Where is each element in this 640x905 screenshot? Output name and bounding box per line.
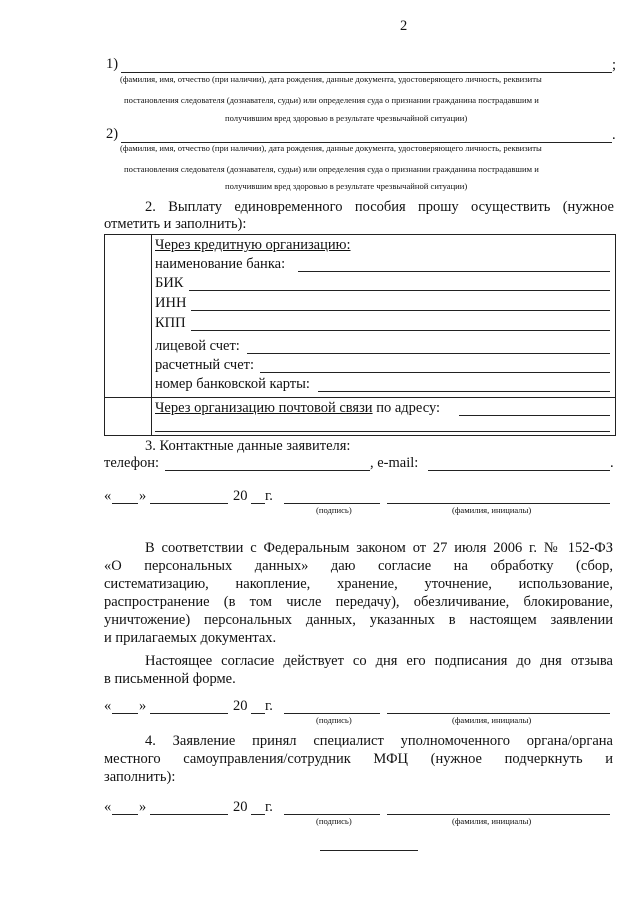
date-year-field-3[interactable] bbox=[251, 814, 265, 815]
signature-field-1[interactable] bbox=[284, 503, 380, 504]
date-quote-close-1: » bbox=[139, 488, 147, 504]
date-year-1: 20 bbox=[233, 488, 248, 504]
applicant-1-caption-2: постановления следователя (дознавателя, судьи) или определения суда о признании гражданина пострадавшим и bbox=[124, 95, 539, 105]
date-year-3: 20 bbox=[233, 799, 248, 815]
inn-field[interactable] bbox=[191, 310, 610, 311]
date-quote-open-2: « bbox=[104, 698, 112, 714]
section-3-end: . bbox=[610, 455, 614, 471]
signature-field-2[interactable] bbox=[284, 713, 380, 714]
applicant-1-number: 1) bbox=[106, 56, 119, 72]
section-4-line-3: заполнить): bbox=[104, 769, 176, 785]
date-month-field-3[interactable] bbox=[150, 814, 228, 815]
applicant-1-field[interactable] bbox=[121, 72, 612, 73]
kpp-field[interactable] bbox=[191, 330, 610, 331]
bank-option-title: Через кредитную организацию: bbox=[155, 237, 351, 253]
date-year-field-2[interactable] bbox=[251, 713, 265, 714]
sign-caption-2: (подпись) bbox=[316, 715, 352, 725]
settlement-account-label: расчетный счет: bbox=[155, 357, 255, 373]
bik-label: БИК bbox=[155, 275, 184, 291]
kpp-label: КПП bbox=[155, 315, 186, 331]
name-caption-2: (фамилия, инициалы) bbox=[452, 715, 532, 725]
date-year-suffix-2: г. bbox=[265, 698, 273, 714]
post-address-field[interactable] bbox=[459, 415, 610, 416]
card-number-field[interactable] bbox=[318, 391, 610, 392]
closing-separator bbox=[320, 850, 418, 851]
bank-option-checkbox[interactable] bbox=[105, 235, 150, 396]
validity-line-2: в письменной форме. bbox=[104, 671, 236, 687]
consent-line-2: «О персональных данных» даю согласие на обработку (сбор, bbox=[104, 558, 613, 574]
card-number-label: номер банковской карты: bbox=[155, 376, 310, 392]
date-quote-close-2: » bbox=[139, 698, 147, 714]
date-year-suffix-1: г. bbox=[265, 488, 273, 504]
applicant-1-end: ; bbox=[612, 57, 617, 73]
post-address-field-2[interactable] bbox=[155, 431, 610, 432]
name-field-2[interactable] bbox=[387, 713, 610, 714]
section-2-line-2: отметить и заполнить): bbox=[104, 216, 247, 232]
date-month-field-2[interactable] bbox=[150, 713, 228, 714]
date-quote-close-3: » bbox=[139, 799, 147, 815]
section-3-title: 3. Контактные данные заявителя: bbox=[145, 438, 351, 454]
email-label: , e-mail: bbox=[370, 455, 419, 471]
date-year-suffix-3: г. bbox=[265, 799, 273, 815]
phone-label: телефон: bbox=[104, 455, 160, 471]
applicant-2-end: . bbox=[612, 127, 616, 143]
applicant-2-caption-3: получившим вред здоровью в результате чрезвычайной ситуации) bbox=[225, 181, 468, 191]
page-number: 2 bbox=[400, 18, 408, 34]
section-2-line-1: 2. Выплату единовременного пособия прошу осуществить (нужное bbox=[145, 199, 614, 215]
name-caption-1: (фамилия, инициалы) bbox=[452, 505, 532, 515]
applicant-2-number: 2) bbox=[106, 126, 119, 142]
consent-line-4: распространение (в том числе передачу), обезличивание, блокирование, bbox=[104, 594, 613, 610]
date-quote-open-1: « bbox=[104, 488, 112, 504]
bik-field[interactable] bbox=[189, 290, 610, 291]
date-year-field-1[interactable] bbox=[251, 503, 265, 504]
applicant-2-caption-1: (фамилия, имя, отчество (при наличии), дата рождения, данные документа, удостоверяющего личность, реквизиты bbox=[120, 143, 542, 153]
section-4-line-2: местного самоуправления/сотрудник МФЦ (нужное подчеркнуть и bbox=[104, 751, 613, 767]
personal-account-field[interactable] bbox=[247, 353, 610, 354]
applicant-1-caption-3: получившим вред здоровью в результате чрезвычайной ситуации) bbox=[225, 113, 468, 123]
consent-line-6: и прилагаемых документах. bbox=[104, 630, 277, 646]
post-option-title: Через организацию почтовой связи по адресу: bbox=[155, 400, 441, 416]
date-day-field-3[interactable] bbox=[112, 814, 138, 815]
phone-field[interactable] bbox=[165, 470, 370, 471]
applicant-1-caption-1: (фамилия, имя, отчество (при наличии), дата рождения, данные документа, удостоверяющего личность, реквизиты bbox=[120, 74, 542, 84]
email-field[interactable] bbox=[428, 470, 610, 471]
settlement-account-field[interactable] bbox=[260, 372, 610, 373]
validity-line-1: Настоящее согласие действует со дня его подписания до дня отзыва bbox=[145, 653, 613, 669]
section-4-line-1: 4. Заявление принял специалист уполномоченного органа/органа bbox=[145, 733, 613, 749]
consent-line-3: систематизацию, накопление, хранение, уточнение, использование, bbox=[104, 576, 613, 592]
applicant-2-caption-2: постановления следователя (дознавателя, судьи) или определения суда о признании гражданина пострадавшим и bbox=[124, 164, 539, 174]
personal-account-label: лицевой счет: bbox=[155, 338, 240, 354]
name-field-3[interactable] bbox=[387, 814, 610, 815]
inn-label: ИНН bbox=[155, 295, 187, 311]
date-day-field-1[interactable] bbox=[112, 503, 138, 504]
name-caption-3: (фамилия, инициалы) bbox=[452, 816, 532, 826]
signature-field-3[interactable] bbox=[284, 814, 380, 815]
date-month-field-1[interactable] bbox=[150, 503, 228, 504]
date-year-2: 20 bbox=[233, 698, 248, 714]
bank-name-field[interactable] bbox=[298, 271, 610, 272]
date-quote-open-3: « bbox=[104, 799, 112, 815]
consent-line-1: В соответствии с Федеральным законом от 27 июля 2006 г. № 152-ФЗ bbox=[145, 540, 613, 556]
post-option-checkbox[interactable] bbox=[105, 398, 150, 434]
sign-caption-1: (подпись) bbox=[316, 505, 352, 515]
name-field-1[interactable] bbox=[387, 503, 610, 504]
consent-line-5: уничтожение) персональных данных, указанных в настоящем заявлении bbox=[104, 612, 613, 628]
date-day-field-2[interactable] bbox=[112, 713, 138, 714]
sign-caption-3: (подпись) bbox=[316, 816, 352, 826]
bank-name-label: наименование банка: bbox=[155, 256, 286, 272]
